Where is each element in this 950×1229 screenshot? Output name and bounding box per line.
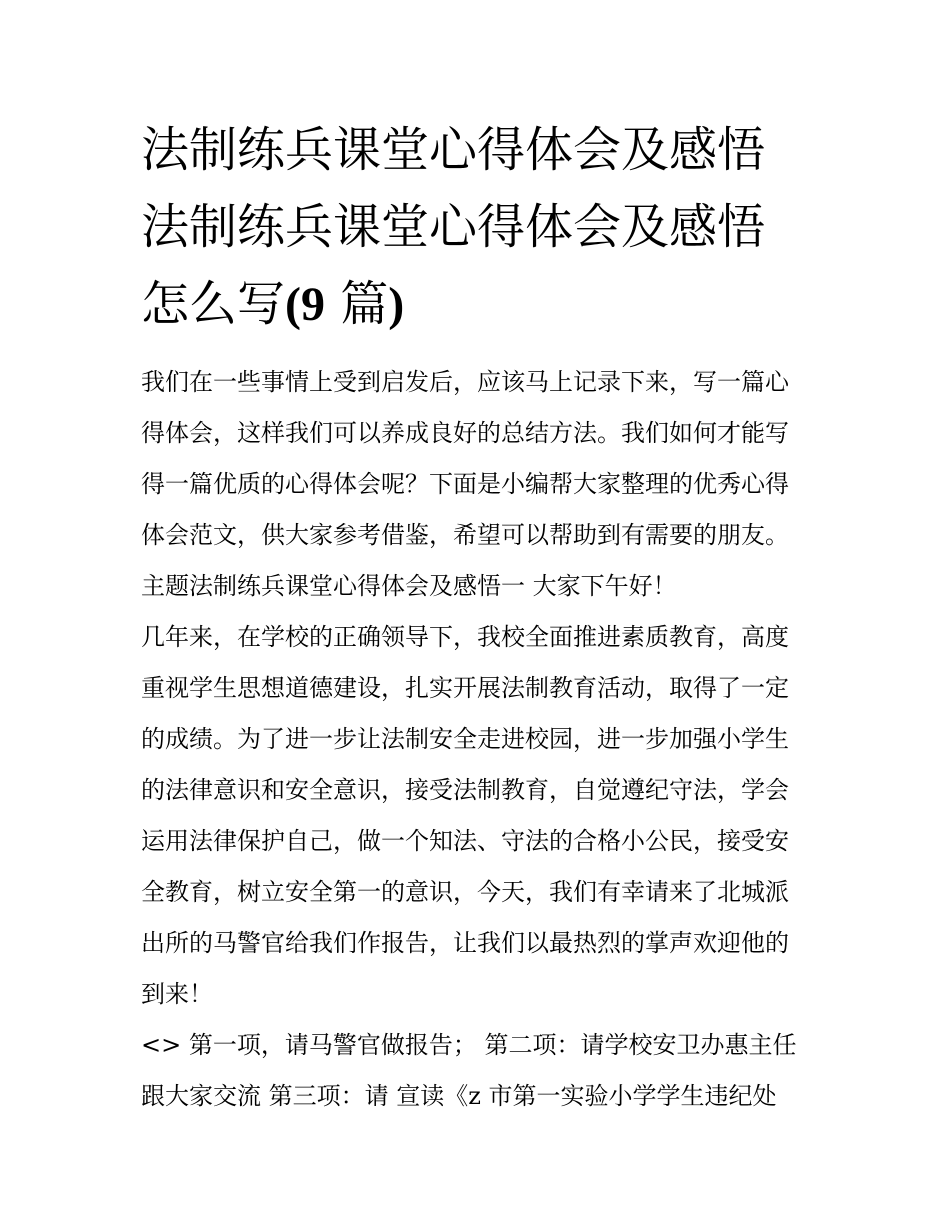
title-line-3-unit: 篇 xyxy=(325,276,389,332)
title-line-3-count: (9 xyxy=(285,278,325,331)
body-line: 几年来，在学校的正确领导下，我校全面推进素质教育，高度 xyxy=(141,623,789,651)
body-line: 得体会，这样我们可以养成良好的总结方法。我们如何才能写 xyxy=(141,419,789,447)
title-line-2: 法制练兵课堂心得体会及感悟 xyxy=(141,199,766,255)
body-line: 主题法制练兵课堂心得体会及感悟一 大家下午好！ xyxy=(141,572,677,600)
body-line: 的成绩。为了进一步让法制安全走进校园，进一步加强小学生 xyxy=(141,725,789,753)
body-line: 跟大家交流 第三项：请 宣读《z 市第一实验小学学生违纪处 xyxy=(141,1082,777,1110)
body-line: 我们在一些事情上受到启发后，应该马上记录下来，写一篇心 xyxy=(141,368,789,396)
document-content xyxy=(141,112,821,1122)
body-line: 运用法律保护自己，做一个知法、守法的合格小公民，接受安 xyxy=(141,827,789,855)
body-line: 得一篇优质的心得体会呢？下面是小编帮大家整理的优秀心得 xyxy=(141,470,789,498)
body-line: 重视学生思想道德建设，扎实开展法制教育活动，取得了一定 xyxy=(141,674,789,702)
body-line: 全教育，树立安全第一的意识，今天，我们有幸请来了北城派 xyxy=(141,878,789,906)
title-line-3-close: ) xyxy=(388,278,405,331)
body-line: 的法律意识和安全意识，接受法制教育，自觉遵纪守法，学会 xyxy=(141,776,789,804)
body-line: 到来！ xyxy=(141,980,213,1008)
body-line: <> 第一项，请马警官做报告； 第二项：请学校安卫办惠主任 xyxy=(141,1031,797,1059)
body-line: 体会范文，供大家参考借鉴，希望可以帮助到有需要的朋友。 xyxy=(141,521,789,549)
body-line: 出所的马警官给我们作报告，让我们以最热烈的掌声欢迎他的 xyxy=(141,929,789,957)
title-line-3 xyxy=(141,266,821,343)
title-line-3-prefix: 怎么写 xyxy=(141,276,286,332)
document-body xyxy=(141,357,821,1122)
title-line-1: 法制练兵课堂心得体会及感悟 xyxy=(141,122,766,178)
document-title xyxy=(141,112,821,343)
